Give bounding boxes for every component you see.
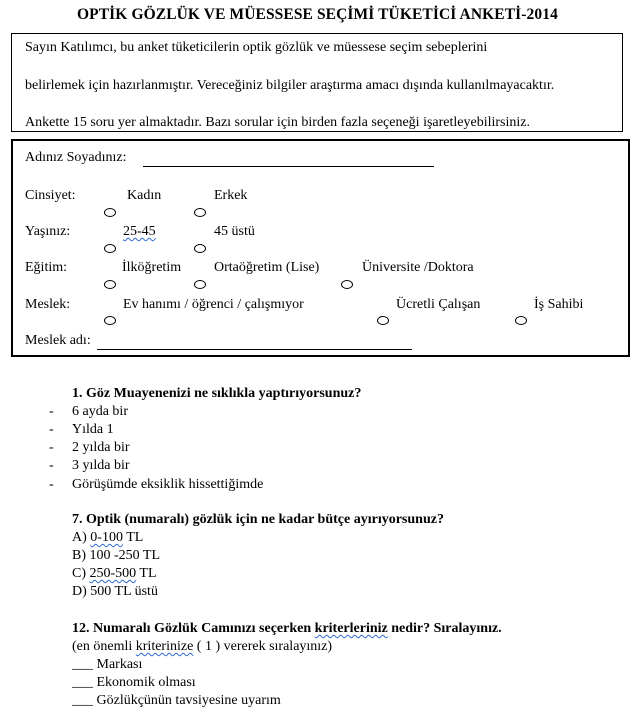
q1-dash-4: - — [49, 458, 54, 473]
radio-education-highschool[interactable] — [194, 280, 206, 289]
radio-age-25-45[interactable] — [104, 244, 116, 253]
page-title: OPTİK GÖZLÜK VE MÜESSESE SEÇİMİ TÜKETİCİ ANKETİ-2014 — [77, 6, 558, 23]
q1-option-3[interactable]: 2 yılda bir — [72, 440, 130, 455]
q12-item-2 — [72, 675, 196, 691]
radio-age-45-plus[interactable] — [194, 244, 206, 253]
job-option-business-owner: İş Sahibi — [534, 297, 584, 312]
radio-job-employee[interactable] — [377, 316, 389, 325]
gender-option-male: Erkek — [214, 188, 248, 203]
q7-option-b[interactable]: B) 100 -250 TL — [72, 548, 161, 563]
q7-option-c-unit: TL — [136, 566, 157, 581]
radio-job-not-working[interactable] — [104, 316, 116, 325]
radio-education-primary[interactable] — [104, 280, 116, 289]
job-label: Meslek: — [25, 297, 71, 312]
q7-option-a-range: 0-100 — [90, 530, 123, 545]
q12-option-3: Gözlükçünün tavsiyesine uyarım — [96, 693, 281, 708]
q12-title-part-1: 12. Numaralı Gözlük Camınızı seçerken — [72, 621, 315, 636]
q12-note-part-2: kriterinize — [135, 639, 194, 654]
q7-option-c[interactable] — [72, 566, 157, 582]
q12-option-1: Markası — [96, 657, 143, 672]
q7-option-a-prefix: A) — [72, 530, 91, 545]
radio-female[interactable] — [104, 208, 116, 217]
q1-dash-5: - — [49, 477, 54, 492]
question-1-title: 1. Göz Muayenenizi ne sıklıkla yaptırıyorsunuz? — [72, 386, 362, 401]
q7-option-a[interactable] — [72, 530, 143, 546]
intro-line-2: belirlemek için hazırlanmıştır. Vereceğiniz bilgiler araştırma amacı dışında kullanılmayacaktır. — [25, 78, 555, 93]
q12-note — [72, 639, 332, 655]
education-label: Eğitim: — [25, 260, 67, 275]
q1-option-2[interactable]: Yılda 1 — [72, 422, 114, 437]
gender-label: Cinsiyet: — [25, 188, 76, 203]
radio-male[interactable] — [194, 208, 206, 217]
education-option-primary: İlköğretim — [122, 260, 182, 275]
q1-dash-1: - — [49, 404, 54, 419]
age-option-25-45: 25-45 — [123, 224, 156, 239]
intro-line-1: Sayın Katılımcı, bu anket tüketicilerin optik gözlük ve müessese seçim sebeplerini — [25, 40, 488, 55]
q12-item-3 — [72, 693, 281, 709]
question-12-title — [72, 621, 502, 637]
name-field[interactable] — [143, 151, 434, 167]
age-option-45-plus: 45 üstü — [214, 224, 255, 239]
q1-option-4[interactable]: 3 yılda bir — [72, 458, 130, 473]
radio-job-business-owner[interactable] — [515, 316, 527, 325]
radio-education-university[interactable] — [341, 280, 353, 289]
q12-item-1 — [72, 657, 142, 673]
gender-option-female: Kadın — [127, 188, 162, 203]
name-label: Adınız Soyadınız: — [25, 150, 127, 165]
q12-title-part-3: nedir? Sıralayınız. — [387, 621, 502, 636]
job-name-field[interactable] — [97, 334, 412, 350]
q12-blank-3[interactable]: ___ — [72, 693, 93, 708]
q12-note-part-1: (en önemli — [72, 639, 136, 654]
education-option-university: Üniversite /Doktora — [362, 260, 474, 275]
job-name-label: Meslek adı: — [25, 333, 91, 348]
q12-blank-2[interactable]: ___ — [72, 675, 93, 690]
job-option-not-working: Ev hanımı / öğrenci / çalışmıyor — [123, 297, 304, 312]
q1-dash-3: - — [49, 440, 54, 455]
q7-option-c-range: 250-500 — [89, 566, 137, 581]
question-7-title: 7. Optik (numaralı) gözlük için ne kadar bütçe ayırıyorsunuz? — [72, 512, 444, 527]
q1-dash-2: - — [49, 422, 54, 437]
q12-title-part-2: kriterleriniz — [314, 621, 388, 636]
q7-option-d[interactable]: D) 500 TL üstü — [72, 584, 158, 599]
q12-blank-1[interactable]: ___ — [72, 657, 93, 672]
q12-note-part-3: ( 1 ) vererek sıralayınız) — [193, 639, 333, 654]
education-option-highschool: Ortaöğretim (Lise) — [214, 260, 320, 275]
q7-option-c-prefix: C) — [72, 566, 90, 581]
q12-option-2: Ekonomik olması — [96, 675, 196, 690]
q1-option-1[interactable]: 6 ayda bir — [72, 404, 128, 419]
q1-option-5[interactable]: Görüşümde eksiklik hissettiğimde — [72, 477, 264, 492]
age-label: Yaşınız: — [25, 224, 71, 239]
job-option-employee: Ücretli Çalışan — [396, 297, 481, 312]
intro-line-3: Ankette 15 soru yer almaktadır. Bazı sorular için birden fazla seçeneği işaretleyebilirsiniz. — [25, 115, 530, 130]
q7-option-a-unit: TL — [122, 530, 144, 545]
